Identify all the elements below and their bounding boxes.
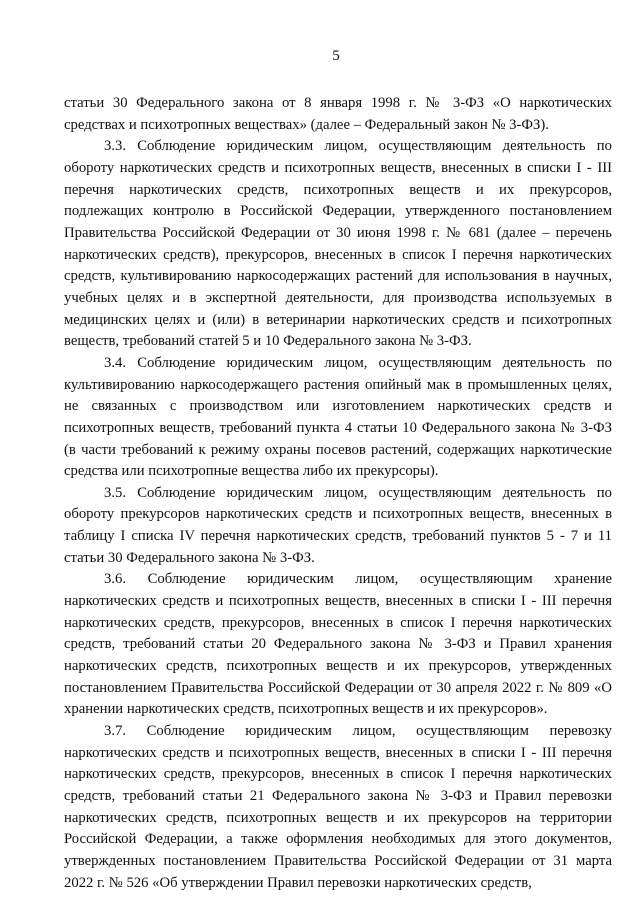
paragraph-3-7: 3.7. Соблюдение юридическим лицом, осуществляющим перевозку наркотических средств и психотропных веществ, внесенных в списки I - III перечня наркотических средств, прекурсоров, внесенных в список I перечня наркотических средств, требований статьи 21 Федерального закона № 3-ФЗ и Правил перевозки наркотических средств, психотропных веществ и их прекурсоров на территории Российской Федерации, а также оформления необходимых для этого документов, утвержденных постановлением Правительства Российской Федерации от 31 марта 2022 г. № 526 «Об утверждении Правил перевозки наркотических средств, — [64, 723, 612, 891]
document-body — [64, 93, 612, 894]
paragraph-3-5: 3.5. Соблюдение юридическим лицом, осуществляющим деятельность по обороту прекурсоров наркотических средств и психотропных веществ, внесенных в таблицу I списка IV перечня наркотических средств, требований пунктов 5 - 7 и 11 статьи 30 Федерального закона № 3-ФЗ. — [64, 484, 612, 566]
paragraph-3-6: 3.6. Соблюдение юридическим лицом, осуществляющим хранение наркотических средств и психотропных веществ, внесенных в списки I - III перечня наркотических средств, прекурсоров, внесенных в список I перечня наркотических средств, требований статьи 20 Федерального закона № 3-ФЗ и Правил хранения наркотических средств, психотропных веществ и их прекурсоров, утвержденных постановлением Правительства Российской Федерации от 30 апреля 2022 г. № 809 «О хранении наркотических средств, психотропных веществ и их прекурсоров». — [64, 571, 612, 718]
page-number: 5 — [332, 48, 340, 64]
paragraph-3-4: 3.4. Соблюдение юридическим лицом, осуществляющим деятельность по культивированию наркосодержащего растения опийный мак в промышленных целях, не связанных с производством или изготовлением наркотических средств и психотропных веществ, требований пункта 4 статьи 10 Федерального закона № 3-ФЗ (в части требований к режиму охраны посевов растений, содержащих наркотические средства или психотропные вещества либо их прекурсоры). — [64, 354, 612, 480]
paragraph-3-3: 3.3. Соблюдение юридическим лицом, осуществляющим деятельность по обороту наркотических средств и психотропных веществ, внесенных в списки I - III перечня наркотических средств, психотропных веществ и их прекурсоров, подлежащих контролю в Российской Федерации, утвержденного постановлением Правительства Российской Федерации от 30 июня 1998 г. № 681 (далее – перечень наркотических средств), прекурсоров, внесенных в список I перечня наркотических средств, культивированию наркосодержащих растений для использования в научных, учебных целях и в экспертной деятельности, для производства используемых в медицинских целях и (или) в ветеринарии наркотических средств и психотропных веществ, требований статей 5 и 10 Федерального закона № 3-ФЗ. — [64, 138, 612, 350]
paragraph-continuation: статьи 30 Федерального закона от 8 января 1998 г. № 3-ФЗ «О наркотических средствах и психотропных веществах» (далее – Федеральный закон № 3-ФЗ). — [64, 95, 612, 133]
